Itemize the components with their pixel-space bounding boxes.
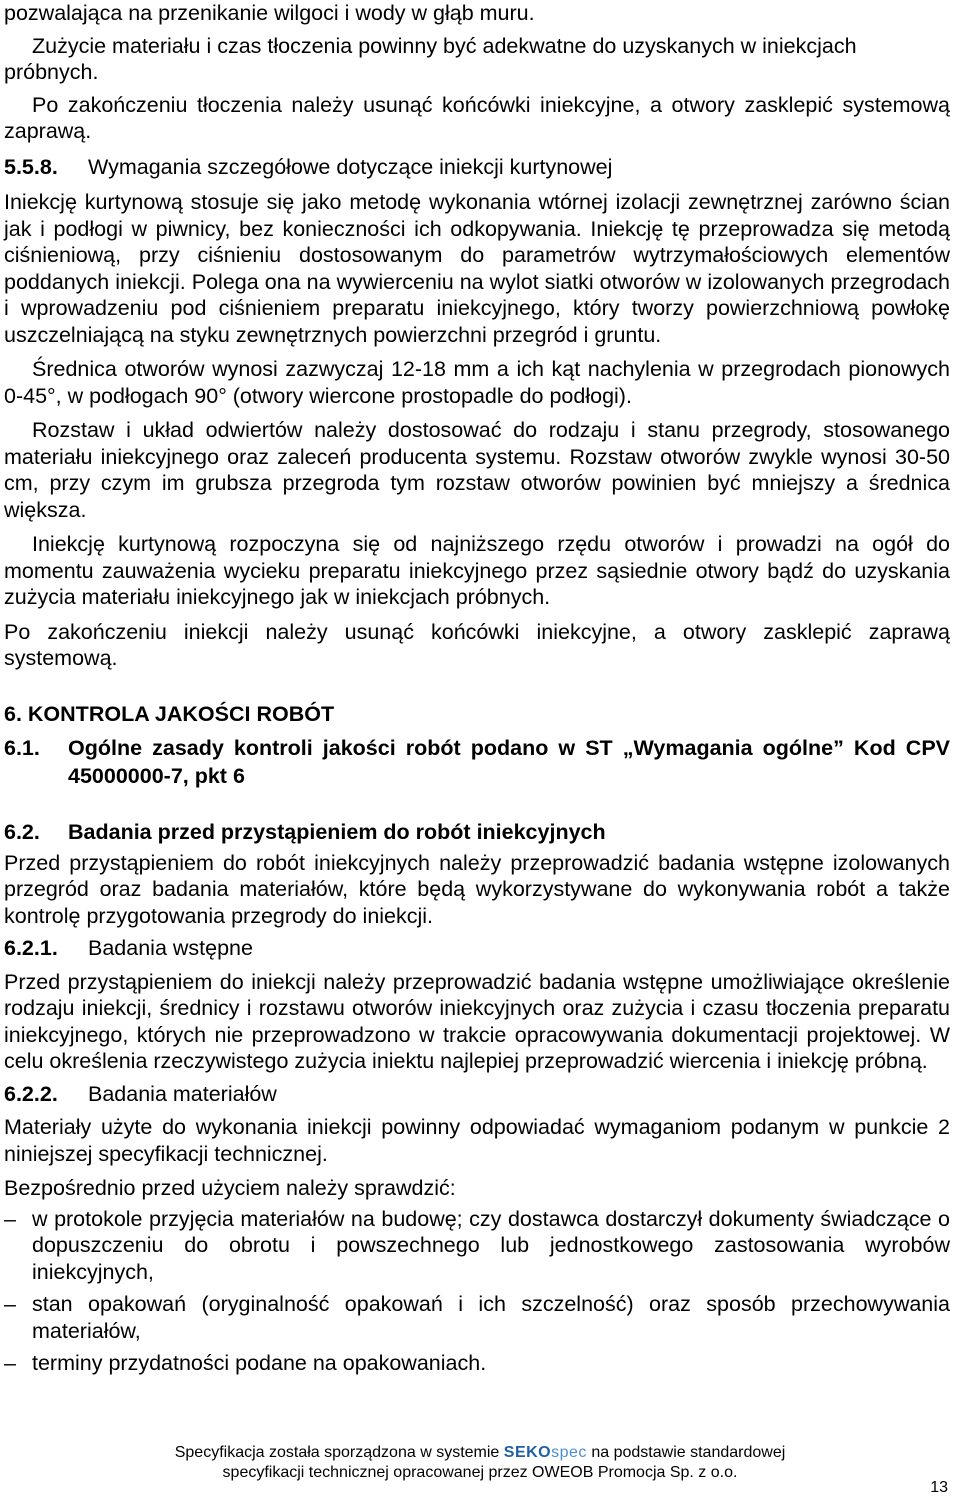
paragraph-4: Iniekcję kurtynową stosuje się jako metodę wykonania wtórnej izolacji zewnętrznej zarówno ścian jak i podłogi w piwnicy, bez konieczności ich odkopywania. Iniekcję tę przeprowadza się metodą ciśnieniową, przy ciśnieniu dostosowanym do parametrów wytrzymałościowych elementów poddanych iniekcji. Polega ona na wywierceniu na wylot siatki otworów w izolowanych przegrodach i wprowadzeniu pod ciśnieniem preparatu iniekcyjnego, który tworzy powierzchniową powłokę uszczelniającą na styku zewnętrznych powierzchni przegród i gruntu. [4,190,950,347]
section-6-1-title: Ogólne zasady kontroli jakości robót podano w ST „Wymagania ogólne” Kod CPV 45000000-7, pkt 6 [68,735,950,788]
page-number: 13 [930,1479,948,1496]
section-6-2-2-heading [4,1081,950,1108]
paragraph-10: Przed przystąpieniem do iniekcji należy przeprowadzić badania wstępne umożliwiające określenie rodzaju iniekcji, średnicy i rozstawu otworów iniekcyjnych oraz zużycia i czasu tłoczenia preparatu iniekcyjnego, których nie przeprowadzono w trakcie opracowywania dokumentacji projektowej. W celu określenia rzeczywistego zużycia iniektu najlepiej przeprowadzić wiercenia i iniekcję próbną. [4,969,950,1073]
document-page [4,0,950,1383]
footer-text-pre: Specyfikacja została sporządzona w systemie [174,1444,500,1461]
list-item-text: stan opakowań (oryginalność opakowań i ich szczelność) oraz sposób przechowywania materiałów, [32,1292,950,1343]
paragraph-6: Rozstaw i układ odwiertów należy dostosować do rodzaju i stanu przegrody, stosowanego materiału iniekcyjnego oraz zaleceń producenta systemu. Rozstaw otworów zwykle wynosi 30-50 cm, przy czym im grubsza przegroda tym rozstaw otworów powinien być mniejszy a średnica większa. [4,418,950,522]
section-6-2-title: Badania przed przystąpieniem do robót iniekcyjnych [68,819,606,844]
paragraph-12: Bezpośrednio przed użyciem należy sprawdzić: [4,1176,456,1200]
sekospec-logo [504,1444,587,1461]
section-5-5-8-heading [4,154,950,181]
check-list [4,1206,950,1377]
dash-bullet: – [4,1292,16,1316]
dash-bullet: – [4,1206,16,1231]
section-6-2-number: 6.2. [4,819,40,844]
section-6-1-heading [4,734,950,790]
dash-bullet: – [4,1351,16,1375]
section-6-1-number: 6.1. [4,735,40,760]
paragraph-1: pozwalająca na przenikanie wilgoci i wody w głąb muru. [4,1,535,25]
footer-line-2: specyfikacji technicznej opracowanej przez OWEOB Promocja Sp. z o.o. [222,1464,738,1481]
list-item [4,1291,950,1344]
paragraph-5: Średnica otworów wynosi zazwyczaj 12-18 mm a ich kąt nachylenia w przegrodach pionowych 0-45°, w podłogach 90° (otwory wiercone prostopadle do podłogi). [4,357,950,408]
paragraph-9: Przed przystąpieniem do robót iniekcyjnych należy przeprowadzić badania wstępne izolowanych przegród oraz badania materiałów, które będą wykorzystywane do wykonywania robót a także kontrolę przygotowania przegrody do iniekcji. [4,850,950,928]
section-6-2-1-title: Badania wstępne [88,936,253,960]
section-6-2-1-number: 6.2.1. [4,936,58,960]
paragraph-7: Iniekcję kurtynową rozpoczyna się od najniższego rzędu otworów i prowadzi na ogół do momentu zauważenia wycieku preparatu iniekcyjnego przez sąsiednie otwory bądź do uzyskania zużycia materiału iniekcyjnego jak w iniekcjach próbnych. [4,532,950,609]
section-6-2-2-title: Badania materiałów [88,1081,277,1106]
list-item [4,1350,950,1377]
footer-text-post: na podstawie standardowej [591,1444,786,1461]
list-item-text: terminy przydatności podane na opakowaniach. [32,1351,487,1375]
section-6-heading: 6. KONTROLA JAKOŚCI ROBÓT [4,701,335,726]
section-5-5-8-title: Wymagania szczegółowe dotyczące iniekcji kurtynowej [88,154,613,179]
section-6-2-2-number: 6.2.2. [4,1081,58,1106]
page-footer [0,1443,960,1483]
logo-spec: spec [551,1444,587,1461]
footer-line-1 [0,1443,960,1463]
paragraph-3: Po zakończeniu tłoczenia należy usunąć końcówki iniekcyjne, a otwory zasklepić systemową zaprawą. [4,92,950,143]
list-item [4,1206,950,1286]
list-item-text: w protokole przyjęcia materiałów na budowę; czy dostawca dostarczył dokumenty świadczące o dopuszczeniu do obrotu i powszechnego lub jednostkowego zastosowania wyrobów iniekcyjnych, [32,1206,950,1284]
section-6-2-1-heading [4,935,950,962]
section-5-5-8-number: 5.5.8. [4,154,58,179]
section-6-2-heading [4,818,950,846]
paragraph-11: Materiały użyte do wykonania iniekcji powinny odpowiadać wymaganiom podanym w punkcie 2 niniejszej specyfikacji technicznej. [4,1115,950,1166]
logo-seko: SEKO [503,1444,552,1461]
paragraph-2: Zużycie materiału i czas tłoczenia powinny być adekwatne do uzyskanych w iniekcjach próbnych. [4,33,857,84]
paragraph-8: Po zakończeniu iniekcji należy usunąć końcówki iniekcyjne, a otwory zasklepić zaprawą systemową. [4,619,950,670]
